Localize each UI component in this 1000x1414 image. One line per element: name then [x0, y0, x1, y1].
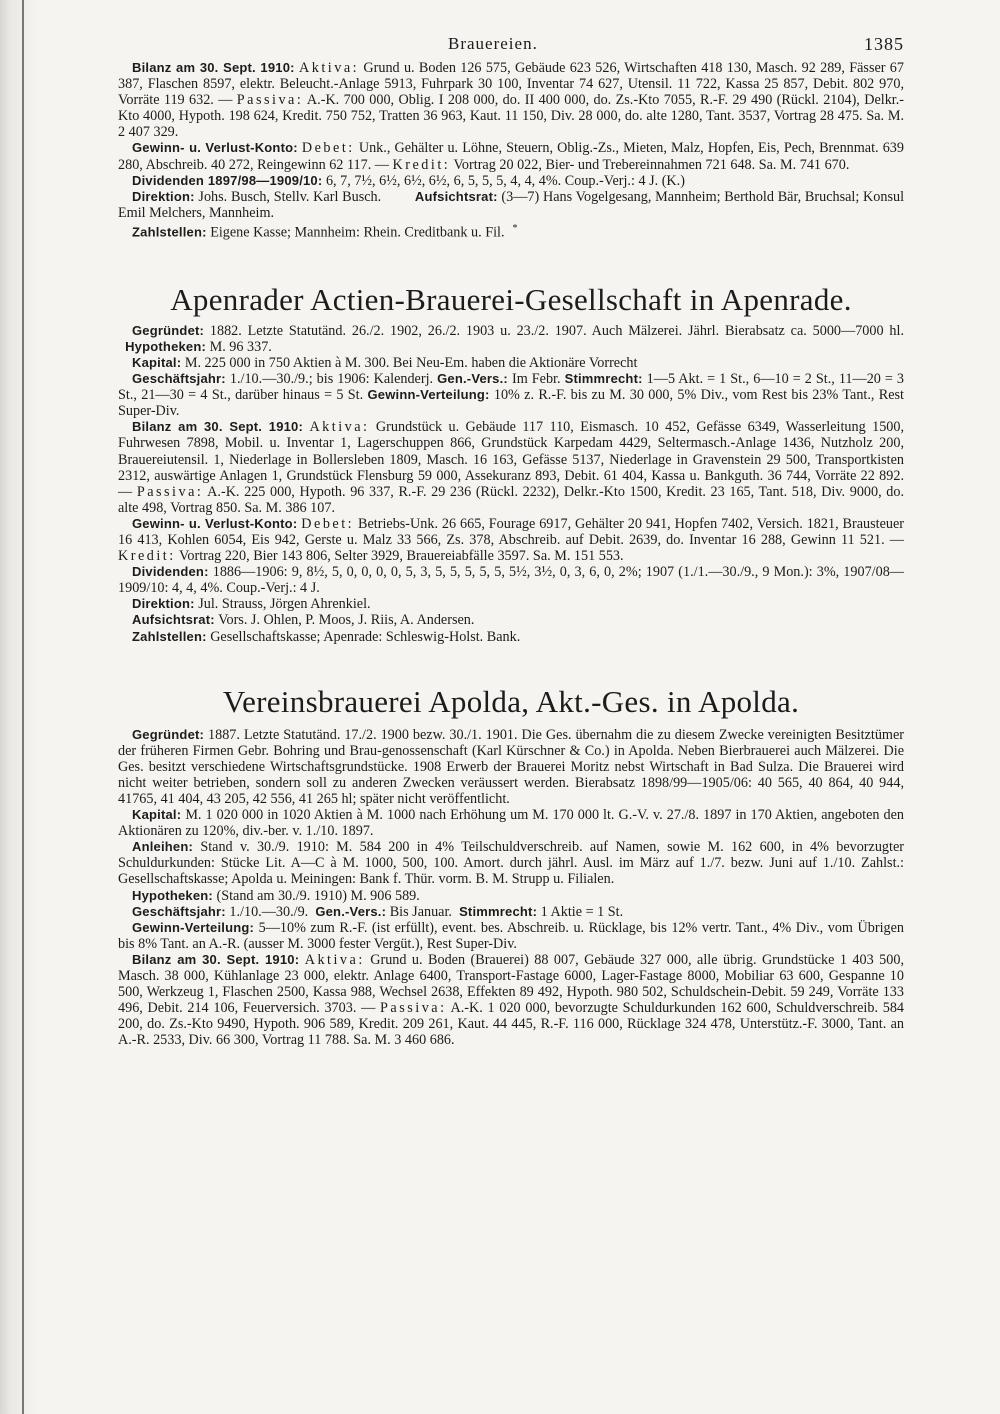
gegruendet-label: Gegründet: [132, 322, 205, 338]
page-content [118, 34, 904, 1049]
gegruendet-paragraph [118, 727, 904, 807]
entry-continued [118, 60, 904, 241]
entry-apolda [118, 685, 904, 1049]
kapital-text: M. 1 020 000 in 1020 Aktien à M. 1000 nach Erhöhung um M. 170 000 lt. G.-V. v. 27./8. 1897 in 170 Aktien, angeboten den Aktionären zu 120%, div.-ber. v. 1./10. 1897. [118, 807, 904, 840]
bilanz-passiva-text: A.-K. 700 000, Oblig. I 208 000, do. II 400 000, do. Zs.-Kto 7055, R.-F. 29 490 (Rückl. 2104), Delkr.-Kto 4000, Hypoth. 198 624, Kredit. 750 752, Tratten 36 963, Kaut. 11 150, Div. 28 000, do. alte 1280, Tant. 3537, Vortrag 28 475. Sa. M. 2 407 329. [118, 92, 905, 141]
bilanz-passiva-text: A.-K. 1 020 000, bevorzugte Schuldurkunden 162 600, Schuldverschreib. 584 200, do. Zs.-Kto 9490, Hypoth. 906 589, Kredit. 209 261, Kaut. 44 445, R.-F. 116 000, Rücklage 324 478, Unterstütz.-F. 3000, Tant. an A.-R. 2533, Div. 66 300, Vortrag 11 788. Sa. M. 3 460 686. [118, 1000, 905, 1049]
anleihen-paragraph [118, 839, 904, 887]
gewinnverteilung-label: Gewinn-Verteilung: [367, 387, 490, 403]
anleihen-text: Stand v. 30./9. 1910: M. 584 200 in 4% Teilschuldverschreib. auf Namen, sowie M. 162 600, in 4% bevorzugter Schuldurkunden: Stücke Lit. A—C à M. 1000, 500, 100. Amort. durch jährl. Ausl. im März auf 1./7. bezw. Juni auf 1./10. Zahlst.: Gesellschaftskasse; Apolda u. Meiningen: Bank f. Thür. vorm. B. M. Strupp u. Filialen. [118, 839, 904, 888]
gewinn-paragraph [118, 516, 904, 564]
dividenden-paragraph [118, 173, 904, 189]
zahlstellen-paragraph [118, 221, 904, 241]
kredit-label: Kredit: [392, 156, 451, 173]
entry-title: Apenrader Actien-Brauerei-Gesellschaft in Apenrade. [170, 281, 852, 317]
entry-apenrader [118, 283, 904, 645]
gewinnverteilung-paragraph [118, 920, 904, 952]
gegruendet-text: 1887. Letzte Statutänd. 17./2. 1900 bezw. 30./1. 1901. Die Ges. übernahm die zu diesem Zwecke vereinigten Besitztümer der früheren Firmen Gebr. Bohring und Brau-genossenschaft (Karl Kürschner & Co.) in Apolda. Neben Bierbrauerei auch Mälzerei. Die Ges. besitzt verschiedene Wirtschaftsgrundstücke. 1908 Erwerb der Brauerei Moritz nebst Wirtschaft in Bad Sulza. Die Brauerei wird nicht weiter betrieben, sondern soll zu anderen Zwecken veräussert werden. Bierabsatz 1898/99—1905/06: 40 565, 40 864, 40 944, 41765, 41 404, 43 205, 42 556, 41 265 hl; später nicht veröffentlicht. [118, 726, 904, 808]
geschaeftsjahr-paragraph [118, 904, 904, 920]
bilanz-paragraph [118, 419, 904, 516]
aktiva-label: Aktiva: [304, 951, 365, 968]
genvers-text: Bis Januar. [389, 903, 452, 920]
hypotheken-label: Hypotheken: [132, 887, 213, 903]
genvers-label: Gen.-Vers.: [437, 371, 508, 387]
debet-label: Debet: [301, 515, 355, 532]
geschaeftsjahr-text: 1./10.—30./9.; bis 1906: Kalenderj. [229, 371, 434, 388]
running-head [118, 34, 904, 60]
aufsichtsrat-text: (3—7) Hans Vogelgesang, Mannheim; Berthold Bär, Bruchsal; Konsul Emil Melchers, Mannheim. [118, 188, 905, 221]
aufsichtsrat-label: Aufsichtsrat: [414, 188, 498, 204]
bilanz-aktiva-text: Grundstück u. Gebäude 117 110, Eismasch. 10 452, Gefässe 6349, Wasserleitung 1500, Fuhrwesen 7898, Mobil. u. Inventar 1, Lagerschuppen 866, Grundstück Karpedam 4429, Seltermasch.-Anlage 1436, Nutzholz 200, Brauereiutensil. 1, Niederlage in Bollersleben 1809, Masch. 16 163, Gefässe 5137, Niederlage in Gravenstein 29 500, Transportkisten 2312, auswärtige Anlagen 1, Grundstück Flensburg 59 000, Assekuranz 893, Debit. 61 404, Kassa u. Bankguth. 36 744, Vorräte 22 892. — [118, 419, 905, 500]
direktion-label: Direktion: [132, 596, 195, 612]
gewinn-kredit-text: Vortrag 20 022, Bier- und Trebereinnahmen 721 648. Sa. M. 741 670. [453, 156, 850, 173]
kapital-paragraph [118, 807, 904, 839]
geschaeftsjahr-label: Geschäftsjahr: [132, 903, 226, 919]
geschaeftsjahr-paragraph [118, 371, 904, 419]
dividenden-label: Dividenden 1897/98—1909/10: [132, 172, 323, 188]
stimmrecht-label: Stimmrecht: [564, 371, 643, 387]
gewinn-paragraph [118, 140, 904, 172]
genvers-label: Gen.-Vers.: [315, 903, 387, 919]
stimmrecht-text: 1 Aktie = 1 St. [540, 903, 624, 920]
direktion-paragraph [118, 189, 904, 221]
zahlstellen-label: Zahlstellen: [132, 628, 207, 644]
zahlstellen-text: Gesellschaftskasse; Apenrade: Schleswig-Holst. Bank. [210, 628, 521, 645]
stimmrecht-label: Stimmrecht: [459, 903, 538, 919]
kredit-label: Kredit: [118, 548, 176, 565]
gegruendet-paragraph [118, 323, 904, 355]
gewinn-debet-text: Unk., Gehälter u. Löhne, Steuern, Oblig.-Zs., Mieten, Malz, Hopfen, Eis, Pech, Brennmat. 639 280, Abschreib. 40 272, Reingewinn 62 117. — [118, 140, 904, 173]
aktiva-label: Aktiva: [299, 60, 360, 76]
anleihen-label: Anleihen: [132, 839, 194, 855]
dividenden-text: 6, 7, 7½, 6½, 6½, 6½, 6, 5, 5, 5, 4, 4, 4%. Coup.-Verj.: 4 J. (K.) [325, 172, 685, 189]
hypotheken-text: (Stand am 30./9. 1910) M. 906 589. [216, 887, 420, 904]
bilanz-label: Bilanz am 30. Sept. 1910: [132, 951, 300, 967]
page-number: 1385 [864, 34, 904, 54]
kapital-label: Kapital: [132, 807, 182, 823]
footnote-star: * [512, 222, 518, 234]
gewinn-debet-text: Betriebs-Unk. 26 665, Fourage 6917, Gehälter 20 941, Hopfen 7402, Versich. 1821, Brausteuer 16 413, Kohlen 6054, Eis 942, Gerste u. Malz 33 566, Zs. 378, Abschreib. auf Debit. 2639, do. Inventar 16 288, Gewinn 11 521. — [118, 515, 905, 548]
dividenden-label: Dividenden: [132, 564, 209, 580]
bilanz-aktiva-text: Grund u. Boden 126 575, Gebäude 623 526, Wirtschaften 418 130, Masch. 92 289, Fässer 67 387, Flaschen 8597, elektr. Beleucht.-Anlage 5913, Fuhrpark 30 100, Inventar 74 627, Utensil. 11 722, Kassa 25 857, Debit. 802 970, Vorräte 119 632. — [118, 60, 904, 109]
geschaeftsjahr-text: 1./10.—30./9. [229, 903, 309, 920]
hypotheken-text: M. 96 337. [209, 338, 272, 355]
gegruendet-label: Gegründet: [132, 726, 205, 742]
kapital-label: Kapital: [132, 354, 182, 370]
genvers-text: Im Febr. [511, 371, 561, 388]
gewinn-label: Gewinn- u. Verlust-Konto: [132, 515, 298, 531]
passiva-label: Passiva: [136, 483, 204, 500]
bilanz-label: Bilanz am 30. Sept. 1910: [132, 60, 295, 75]
aktiva-label: Aktiva: [309, 419, 370, 436]
zahlstellen-label: Zahlstellen: [132, 224, 207, 240]
left-margin-rule [22, 0, 24, 1414]
bilanz-label: Bilanz am 30. Sept. 1910: [132, 419, 304, 435]
bilanz-passiva-text: A.-K. 225 000, Hypoth. 96 337, R.-F. 29 236 (Rückl. 2232), Delkr.-Kto 1500, Kredit. 23 165, Tant. 518, Div. 9000, do. alte 498, Vortrag 850. Sa. M. 386 107. [118, 483, 905, 516]
hypotheken-label: Hypotheken: [125, 338, 207, 354]
kapital-text: M. 225 000 in 750 Aktien à M. 300. Bei Neu-Em. haben die Aktionäre Vorrecht [184, 354, 638, 371]
gewinn-label: Gewinn- u. Verlust-Konto: [132, 140, 298, 156]
gewinnverteilung-text: 5—10% zum R.-F. (ist erfüllt), event. bes. Abschreib. u. Rücklage, bis 12% vertr. Tant., 4% Div., vom Übrigen bis 8% Tant. an A.-R. (ausser M. 3000 fester Vergüt.), Rest Super-Div. [118, 919, 904, 952]
aufsichtsrat-label: Aufsichtsrat: [132, 612, 215, 628]
dividenden-text: 1886—1906: 9, 8½, 5, 0, 0, 0, 0, 5, 3, 5, 5, 5, 5, 5, 5½, 3½, 0, 3, 6, 0, 2%; 1907 (1./1.—30./9., 9 Mon.): 3%, 1907/08—1909/10: 4, 4, 4%. Coup.-Verj.: 4 J. [118, 564, 904, 597]
direktion-paragraph [118, 596, 904, 612]
gewinn-kredit-text: Vortrag 220, Bier 143 806, Selter 3929, Brauereiabfälle 3597. Sa. M. 151 553. [178, 548, 624, 565]
stimmrecht-text: 1—5 Akt. = 1 St., 6—10 = 2 St., 11—20 = 3 St., 21—30 = 4 St., darüber hinaus = 5 St. [118, 371, 905, 404]
section-title: Brauereien. [448, 34, 538, 53]
aufsichtsrat-text: Vors. J. Ohlen, P. Moos, J. Riis, A. Andersen. [218, 612, 475, 629]
zahlstellen-text: Eigene Kasse; Mannheim: Rhein. Creditbank u. Fil. [210, 224, 505, 241]
zahlstellen-paragraph [118, 629, 904, 645]
hypotheken-paragraph [118, 888, 904, 904]
bilanz-paragraph [118, 60, 904, 140]
aufsichtsrat-paragraph [118, 612, 904, 628]
debet-label: Debet: [301, 140, 355, 157]
bilanz-aktiva-text: Grund u. Boden (Brauerei) 88 007, Gebäude 327 000, alle übrig. Grundstücke 1 403 500, Masch. 38 000, Kühlanlage 23 000, elektr. Anlage 6400, Transport-Fastage 6000, Lager-Fastage 8000, Mobiliar 63 600, Gespanne 10 500, Werkzeug 1, Flaschen 2500, Kassa 988, Wechsel 2638, Effekten 89 492, Hypoth. 980 502, Schuldschein-Debit. 59 249, Vorräte 133 496, Debit. 214 106, Feuerversich. 3703. — [118, 951, 904, 1017]
dividenden-paragraph [118, 564, 904, 596]
geschaeftsjahr-label: Geschäftsjahr: [132, 371, 226, 387]
gewinnverteilung-label: Gewinn-Verteilung: [132, 919, 255, 935]
passiva-label: Passiva: [380, 1000, 447, 1017]
entry-title: Vereinsbrauerei Apolda, Akt.-Ges. in Apolda. [222, 683, 800, 719]
gegruendet-text: 1882. Letzte Statutänd. 26./2. 1902, 26./2. 1903 u. 23./2. 1907. Auch Mälzerei. Jährl. Bierabsatz ca. 5000—7000 hl. [209, 322, 904, 339]
direktion-label: Direktion: [132, 188, 195, 204]
direktion-text: Johs. Busch, Stellv. Karl Busch. [198, 188, 382, 205]
kapital-paragraph [118, 355, 904, 371]
direktion-text: Jul. Strauss, Jörgen Ahrenkiel. [198, 596, 371, 613]
bilanz-paragraph [118, 952, 904, 1049]
gewinnverteilung-text: 10% z. R.-F. bis zu M. 30 000, 5% Div., vom Rest bis 23% Tant., Rest Super-Div. [118, 387, 904, 420]
passiva-label: Passiva: [236, 92, 304, 109]
